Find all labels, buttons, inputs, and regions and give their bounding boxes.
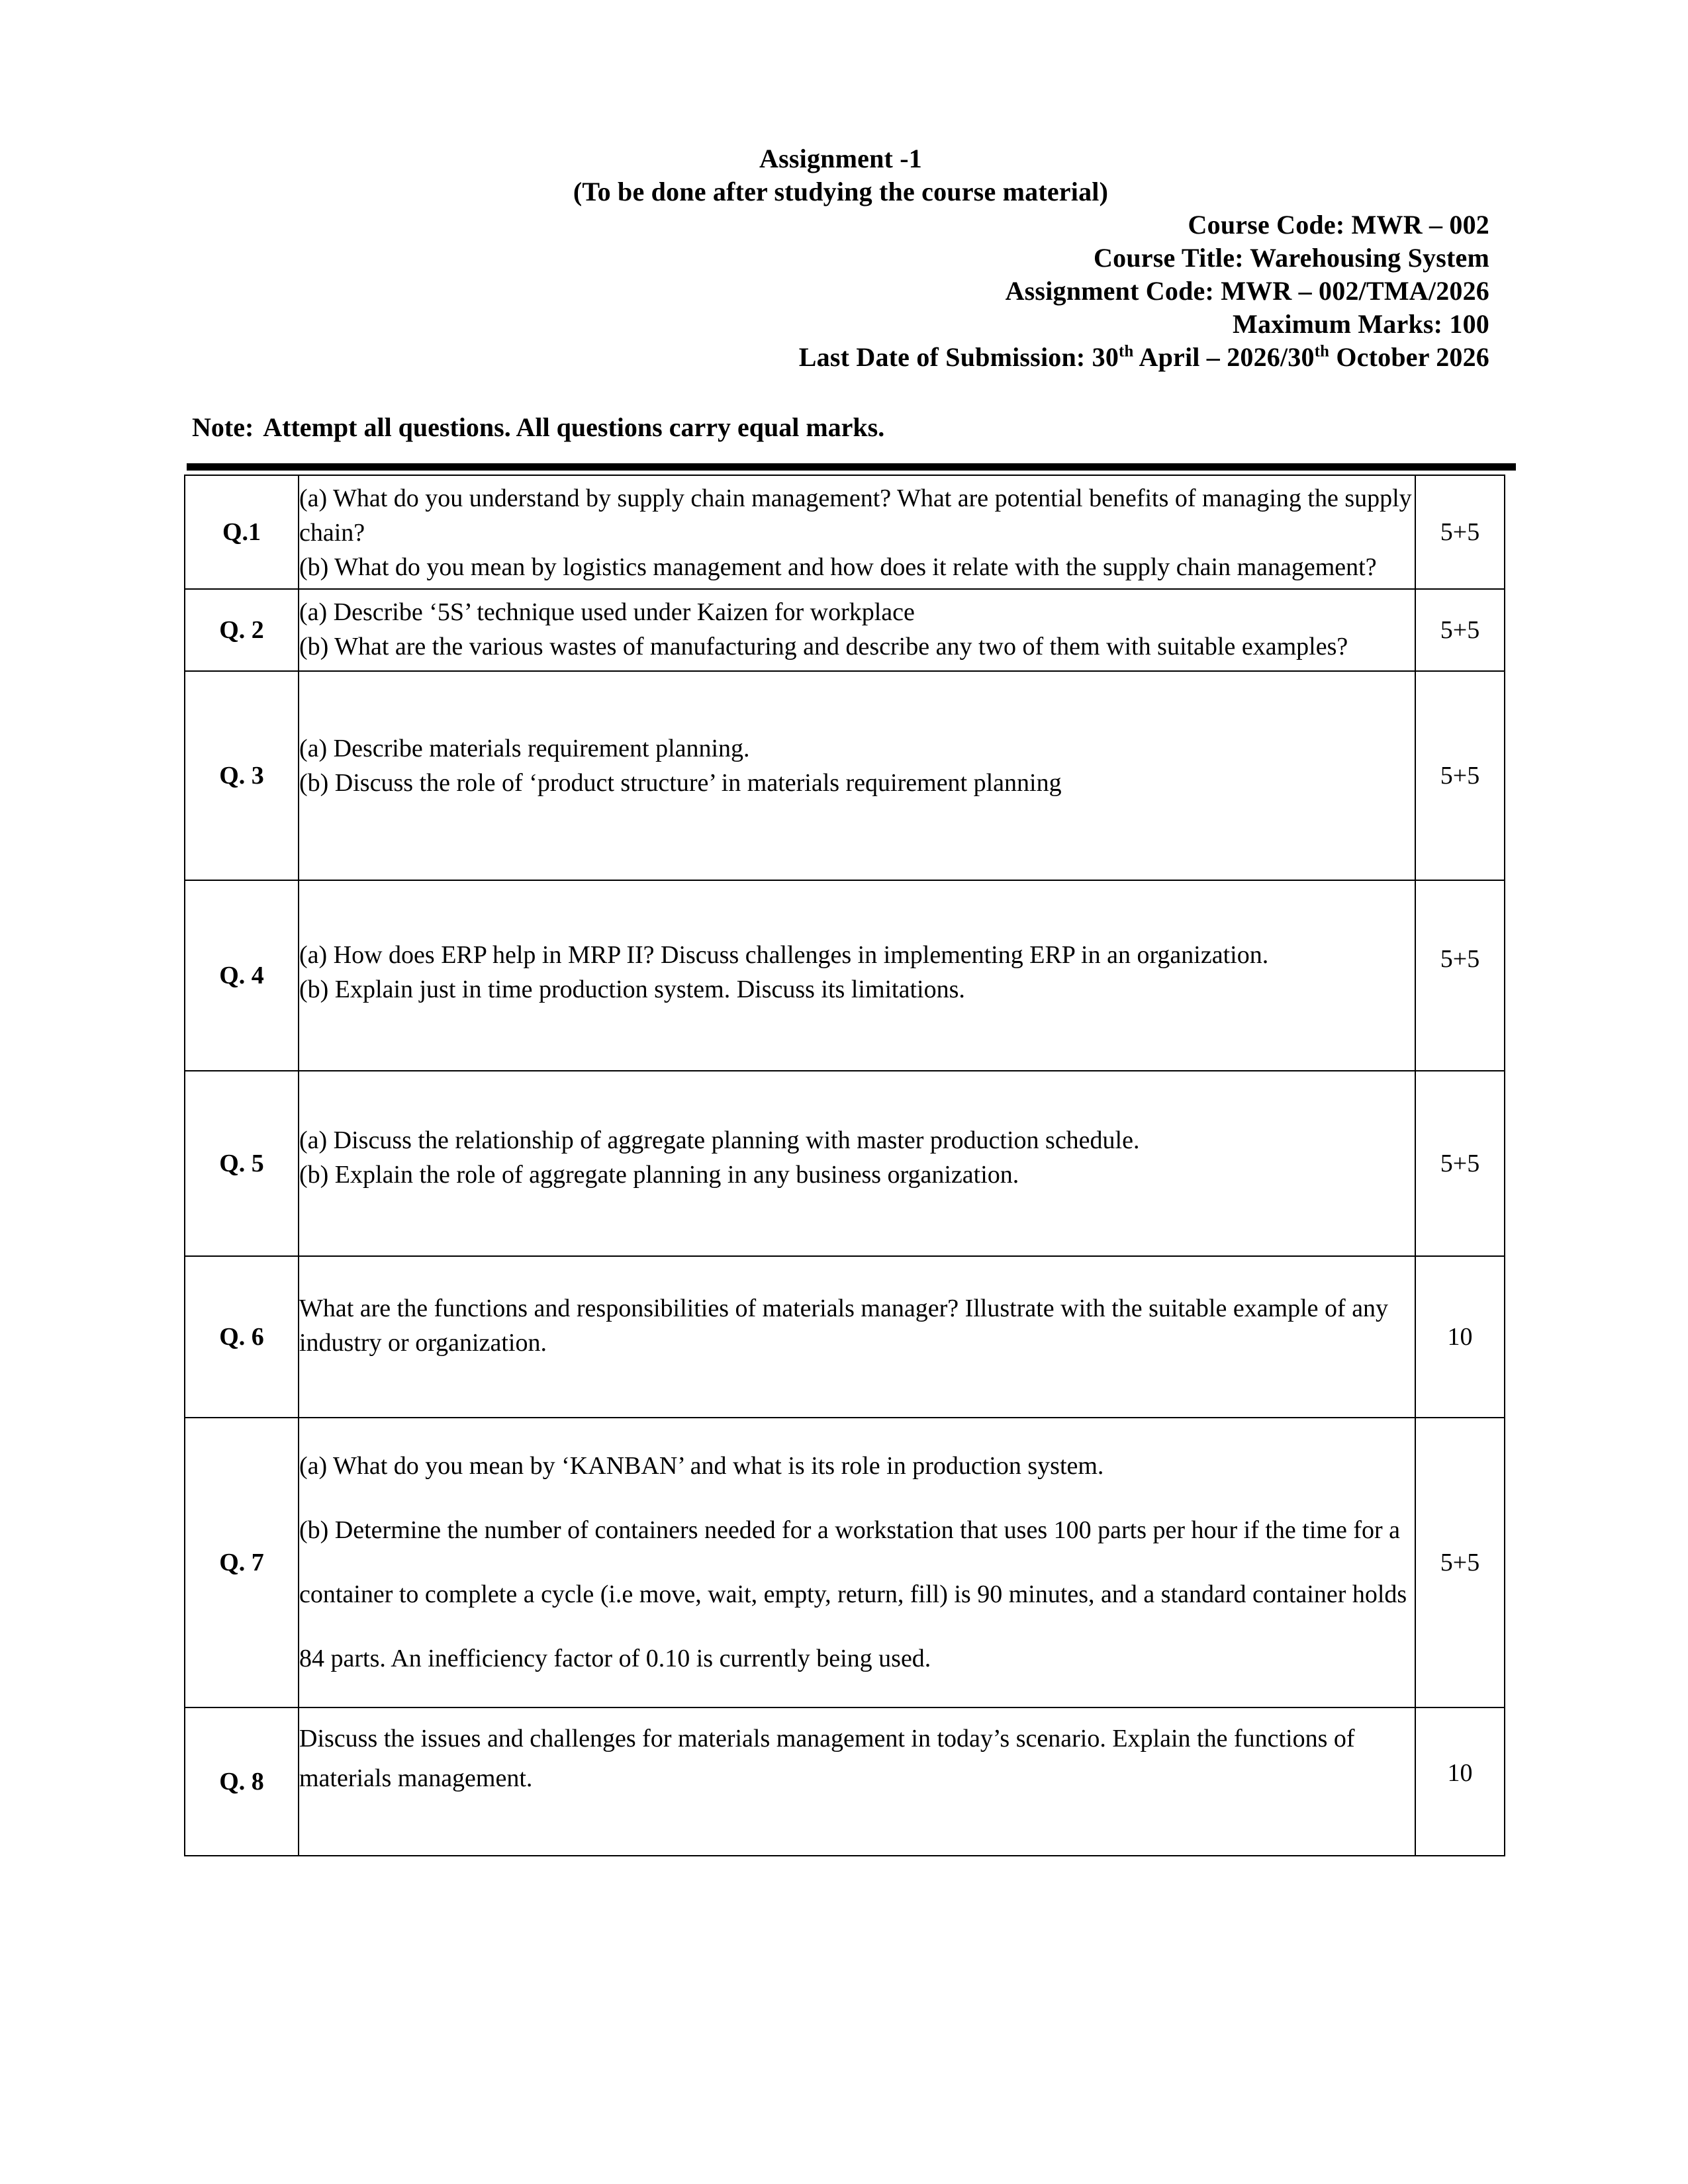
question-part: (a) Describe materials requirement planning. — [299, 735, 750, 762]
course-title: Course Title: Warehousing System — [1094, 243, 1489, 273]
question-marks: 5+5 — [1415, 1071, 1505, 1256]
submission-suffix: October 2026 — [1329, 342, 1489, 372]
question-part: (b) Explain just in time production system. Discuss its limitations. — [299, 976, 965, 1003]
table-row — [185, 475, 1505, 589]
question-part: (a) Describe ‘5S’ technique used under Kaizen for workplace — [299, 598, 915, 626]
note-label: Note: — [192, 412, 254, 442]
question-number: Q. 7 — [185, 1418, 299, 1707]
question-part: (a) What do you mean by ‘KANBAN’ and what is its role in production system. — [299, 1452, 1104, 1480]
table-row — [185, 1256, 1505, 1418]
question-text — [299, 589, 1415, 671]
submission-ordinal-2: th — [1314, 342, 1330, 361]
submission-prefix: Last Date of Submission: 30 — [798, 342, 1119, 372]
table-row — [185, 1071, 1505, 1256]
question-marks: 5+5 — [1415, 589, 1505, 671]
question-part: (a) How does ERP help in MRP II? Discuss challenges in implementing ERP in an organization. — [299, 941, 1269, 969]
question-text — [299, 671, 1415, 880]
question-part: (b) Explain the role of aggregate planning in any business organization. — [299, 1161, 1019, 1189]
question-marks: 5+5 — [1415, 1418, 1505, 1707]
assignment-subtitle: (To be done after studying the course material) — [573, 177, 1109, 206]
question-number: Q. 2 — [185, 589, 299, 671]
table-row — [185, 880, 1505, 1071]
assignment-code: Assignment Code: MWR – 002/TMA/2026 — [1005, 276, 1489, 306]
question-marks: 5+5 — [1415, 880, 1505, 1071]
question-part: (b) What are the various wastes of manufacturing and describe any two of them with suitable examples? — [299, 633, 1348, 660]
question-part: (a) Discuss the relationship of aggregate planning with master production schedule. — [299, 1126, 1140, 1154]
table-row — [185, 1418, 1505, 1707]
maximum-marks: Maximum Marks: 100 — [1233, 309, 1489, 339]
question-text — [299, 880, 1415, 1071]
question-marks: 5+5 — [1415, 475, 1505, 589]
submission-ordinal-1: th — [1119, 342, 1134, 361]
question-number: Q. 4 — [185, 880, 299, 1071]
question-number: Q. 6 — [185, 1256, 299, 1418]
question-part: (b) Determine the number of containers needed for a workstation that uses 100 parts per hour if the time for a container to complete a cycle (i.e move, wait, empty, return, fill) is 90 minutes, and a standard container holds 84 parts. An inefficiency factor of 0.10 is currently being used. — [299, 1516, 1407, 1672]
question-number: Q.1 — [185, 475, 299, 589]
note-line — [192, 412, 884, 443]
table-row — [185, 1707, 1505, 1856]
question-text — [299, 1256, 1415, 1418]
question-text — [299, 1418, 1415, 1707]
note-text: Attempt all questions. All questions carry equal marks. — [263, 412, 885, 442]
question-number: Q. 5 — [185, 1071, 299, 1256]
question-part: Discuss the issues and challenges for materials management in today’s scenario. Explain the functions of materials management. — [299, 1725, 1355, 1792]
table-row — [185, 671, 1505, 880]
submission-middle: April – 2026/30 — [1133, 342, 1315, 372]
question-text — [299, 1707, 1415, 1856]
questions-table — [184, 475, 1505, 1856]
header-divider-rule — [187, 463, 1516, 471]
question-part: (b) Discuss the role of ‘product structure’ in materials requirement planning — [299, 769, 1062, 797]
assignment-title: Assignment -1 — [759, 144, 922, 173]
question-number: Q. 3 — [185, 671, 299, 880]
question-number: Q. 8 — [185, 1707, 299, 1856]
question-part: (a) What do you understand by supply chain management? What are potential benefits of managing the supply chain? — [299, 484, 1412, 547]
table-row — [185, 589, 1505, 671]
question-marks: 10 — [1415, 1707, 1505, 1856]
question-marks: 10 — [1415, 1256, 1505, 1418]
header-block — [192, 142, 1489, 374]
question-text — [299, 475, 1415, 589]
question-part: What are the functions and responsibilities of materials manager? Illustrate with the suitable example of any industry or organization. — [299, 1295, 1389, 1357]
question-part: (b) What do you mean by logistics management and how does it relate with the supply chain management? — [299, 553, 1377, 581]
course-code: Course Code: MWR – 002 — [1188, 210, 1489, 240]
question-marks: 5+5 — [1415, 671, 1505, 880]
last-date-of-submission — [192, 341, 1489, 374]
question-text — [299, 1071, 1415, 1256]
